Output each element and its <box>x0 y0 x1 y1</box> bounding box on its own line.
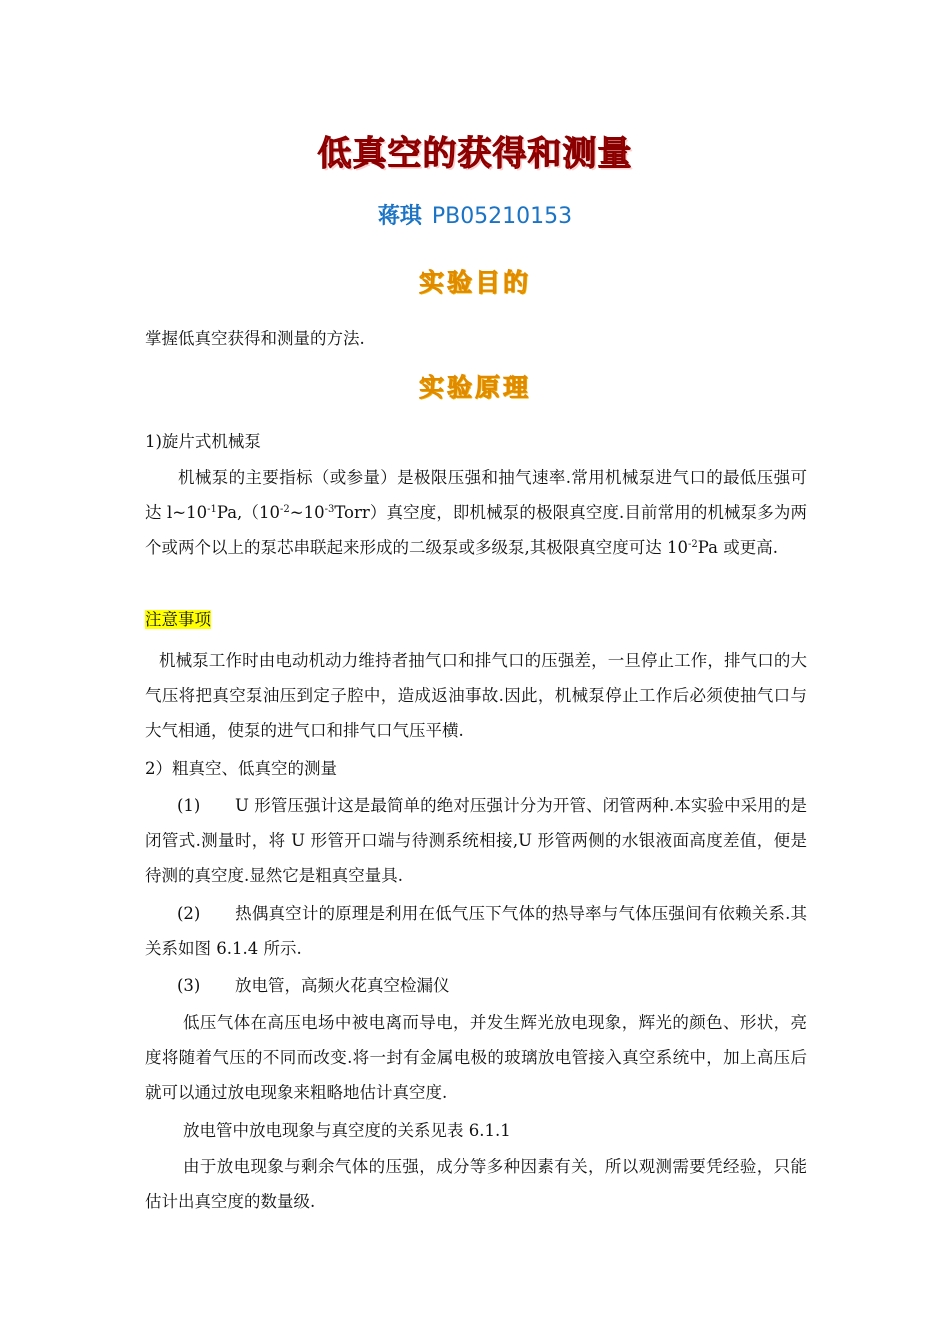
paragraph-notice: 机械泵工作时由电动机动力维持者抽气口和排气口的压强差，一旦停止工作，排气口的大气压将把真空泵油压到定子腔中，造成返油事故.因此，机械泵停止工作后必须使抽气口与大气相通，使泵的进气口和排气口气压平横. <box>145 651 807 740</box>
paragraph-table-ref: 放电管中放电现象与真空度的关系见表 6.1.1 <box>183 1121 511 1140</box>
notice-label: 注意事项 <box>145 610 211 629</box>
section-heading-purpose: 实验目的 <box>418 268 531 297</box>
list-item-number: (3) <box>177 976 201 995</box>
paragraph-discharge: 低压气体在高压电场中被电离而导电，并发生辉光放电现象，辉光的颜色、形状，亮度将随着气压的不同而改变.将一封有金属电极的玻璃放电管接入真空系统中，加上高压后就可以通过放电现象来粗略地估计真空度. <box>145 1013 807 1102</box>
paragraph-rotary-pump: 机械泵的主要指标（或参量）是极限压强和抽气速率.常用机械泵进气口的最低压强可达 $l\sim 10^{-1}Pa,(10^{-2}\sim 10^{-3}Torr)$真空度，即机械泵的极限真空度.目前常用的机械泵多为两个或两个以上的泵芯串联起来形成的二级泵或多级泵,其极限真空度可达 $10^{-2}Pa$ 或更高. <box>145 468 808 557</box>
author-name: 蒋琪 <box>377 203 422 229</box>
list-item-number: (1) <box>177 796 201 815</box>
subheading-rotary-pump: 1)旋片式机械泵 <box>145 432 261 451</box>
notice-label-line <box>145 607 807 633</box>
section-heading-principle: 实验原理 <box>418 373 531 402</box>
subheading-measurement: 2）粗真空、低真空的测量 <box>145 759 337 778</box>
list-item-u-tube: (1) U 形管压强计这是最简单的绝对压强计分为开管、闭管两种.本实验中采用的是闭管式.测量时，将 U 形管开口端与待测系统相接,U 形管两侧的水银液面高度差值，便是待测的真空度.显然它是粗真空量具. <box>145 788 807 893</box>
list-item-discharge-tube: (3) 放电管，高频火花真空检漏仪 <box>145 968 807 1003</box>
document-title: 低真空的获得和测量 <box>317 134 633 174</box>
paragraph-conclusion: 由于放电现象与剩余气体的压强，成分等多种因素有关，所以观测需要凭经验，只能估计出真空度的数量级. <box>145 1157 807 1211</box>
purpose-text: 掌握低真空获得和测量的方法. <box>145 329 365 348</box>
author-id: PB05210153 <box>431 204 573 229</box>
list-item-thermocouple: (2) 热偶真空计的原理是利用在低气压下气体的热导率与气体压强间有依赖关系.其关系如图 6.1.4 所示. <box>145 896 807 966</box>
list-item-number: (2) <box>177 904 201 923</box>
author-line <box>0 199 950 230</box>
